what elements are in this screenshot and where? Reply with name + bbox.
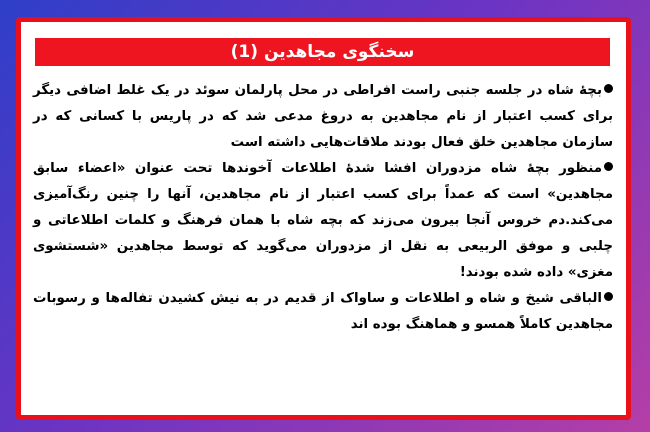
- paragraph-1: [33, 78, 613, 156]
- title-bar: [35, 38, 610, 66]
- paragraph-text: منظور بچهٔ شاه مزدوران افشا شدهٔ اطلاعات آخوندها تحت عنوان «اعضاء سابق مجاهدین» است که عمداً برای کسب اعتبار از نام مجاهدین، آنها را چنین رنگ‌آمیزی می‌کند.دم خروس آنجا بیرون می‌زند که بچه شاه با همان فرهنگ و کلمات اطلاعاتی و چلبی و موفق الربیعی به نقل از مزدوران می‌گوید که توسط مجاهدین «شستشوی مغزی» داده شده بودند!: [33, 161, 613, 280]
- page-title: سخنگوی مجاهدین (1): [230, 42, 415, 62]
- paragraph-text: بچهٔ شاه در جلسه جنبی راست افراطی در محل پارلمان سوئد در یک غلط اضافی دیگر برای کسب اعتبار از نام مجاهدین به دروغ مدعی شد که در پاریس با کسانی که در سازمان مجاهدین خلق فعال بودند ملاقات‌هایی داشته است: [33, 83, 613, 150]
- paragraph-2: [33, 156, 613, 286]
- paragraph-text: الباقی شیخ و شاه و اطلاعات و ساواک از قدیم در به نیش کشیدن تفاله‌ها و رسوبات مجاهدین کاملاً همسو و هماهنگ بوده اند: [33, 291, 613, 332]
- article-body: [33, 78, 613, 338]
- bullet-icon: [604, 162, 613, 171]
- bullet-icon: [604, 292, 613, 301]
- bullet-icon: [604, 84, 613, 93]
- content-card: [16, 17, 631, 420]
- paragraph-3: [33, 286, 613, 338]
